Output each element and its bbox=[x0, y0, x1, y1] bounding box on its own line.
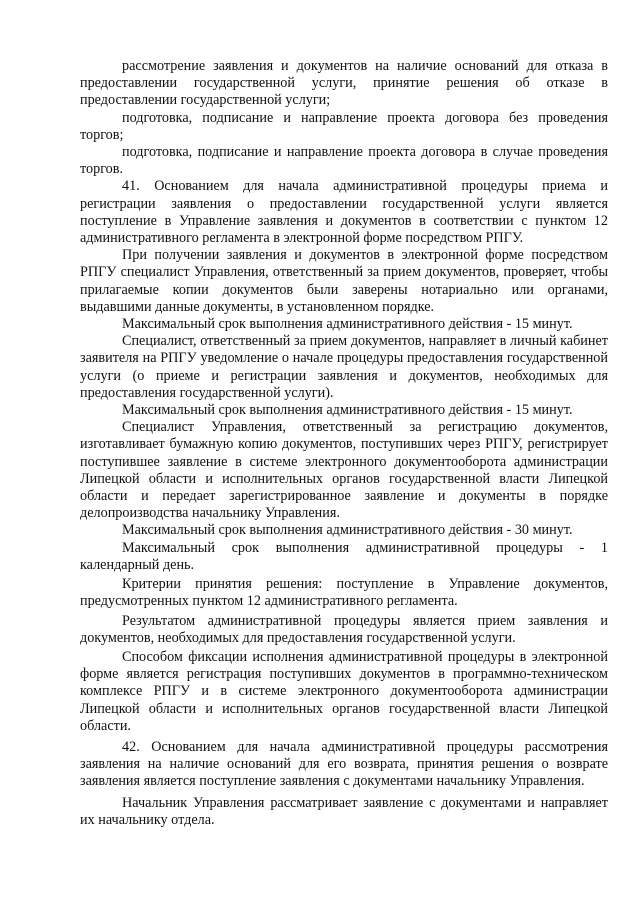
document-body bbox=[80, 58, 608, 829]
paragraph-registration: Специалист Управления, ответственный за регистрацию документов, изготавливает бумажную копию документов, поступивших через РПГУ, регистрирует поступившее заявление в системе электронного документооборота администрации Липецкой области и исполнительных органов государственной власти Липецкой области и передает зарегистрированное заявление и документы в порядке делопроизводства начальнику Управления. bbox=[80, 419, 608, 522]
paragraph-contract-no-tender: подготовка, подписание и направление проекта договора без проведения торгов; bbox=[80, 109, 608, 143]
paragraph-criteria: Критерии принятия решения: поступление в Управление документов, предусмотренных пунктом 12 административного регламента. bbox=[80, 576, 608, 610]
paragraph-42-basis: 42. Основанием для начала административной процедуры рассмотрения заявления на наличие оснований для его возврата, принятия решения о возврате заявления является поступление заявления с документами начальнику Управления. bbox=[80, 738, 608, 790]
paragraph-fixation: Способом фиксации исполнения административной процедуры в электронной форме является регистрация поступивших документов в программно-техническом комплексе РПГУ и в системе электронного документооборота администрации Липецкой области и исполнительных органов государственной власти Липецкой области. bbox=[80, 648, 608, 734]
paragraph-deadline-30: Максимальный срок выполнения административного действия - 30 минут. bbox=[122, 522, 573, 539]
paragraph-deadline-procedure: Максимальный срок выполнения административной процедуры - 1 календарный день. bbox=[80, 539, 608, 573]
paragraph-deadline-15-b: Максимальный срок выполнения административного действия - 15 минут. bbox=[122, 402, 573, 419]
paragraph-result: Результатом административной процедуры является прием заявления и документов, необходимых для предоставления государственной услуги. bbox=[80, 612, 608, 646]
paragraph-41-basis: 41. Основанием для начала административной процедуры приема и регистрации заявления о предоставлении государственной услуги является поступление в Управление заявления и документов в соответствии с пунктом 12 административного регламента в электронной форме посредством РПГУ. bbox=[80, 178, 608, 247]
paragraph-consideration: рассмотрение заявления и документов на наличие оснований для отказа в предоставлении государственной услуги, принятие решения об отказе в предоставлении государственной услуги; bbox=[80, 58, 608, 109]
paragraph-deadline-15-a: Максимальный срок выполнения административного действия - 15 минут. bbox=[122, 316, 573, 333]
paragraph-head-review: Начальник Управления рассматривает заявление с документами и направляет их начальнику отдела. bbox=[80, 794, 608, 828]
paragraph-contract-tender: подготовка, подписание и направление проекта договора в случае проведения торгов. bbox=[80, 144, 608, 178]
paragraph-receipt-check: При получении заявления и документов в электронной форме посредством РПГУ специалист Управления, ответственный за прием документов, проверяет, чтобы прилагаемые копии документов были заверены нотариально или органами, выдавшими данные документы, в установленном порядке. bbox=[80, 247, 608, 315]
paragraph-notification: Специалист, ответственный за прием документов, направляет в личный кабинет заявителя на РПГУ уведомление о начале процедуры предоставления государственной услуги (о приеме и регистрации заявления и документов, необходимых для предоставления государственной услуги). bbox=[80, 333, 608, 401]
